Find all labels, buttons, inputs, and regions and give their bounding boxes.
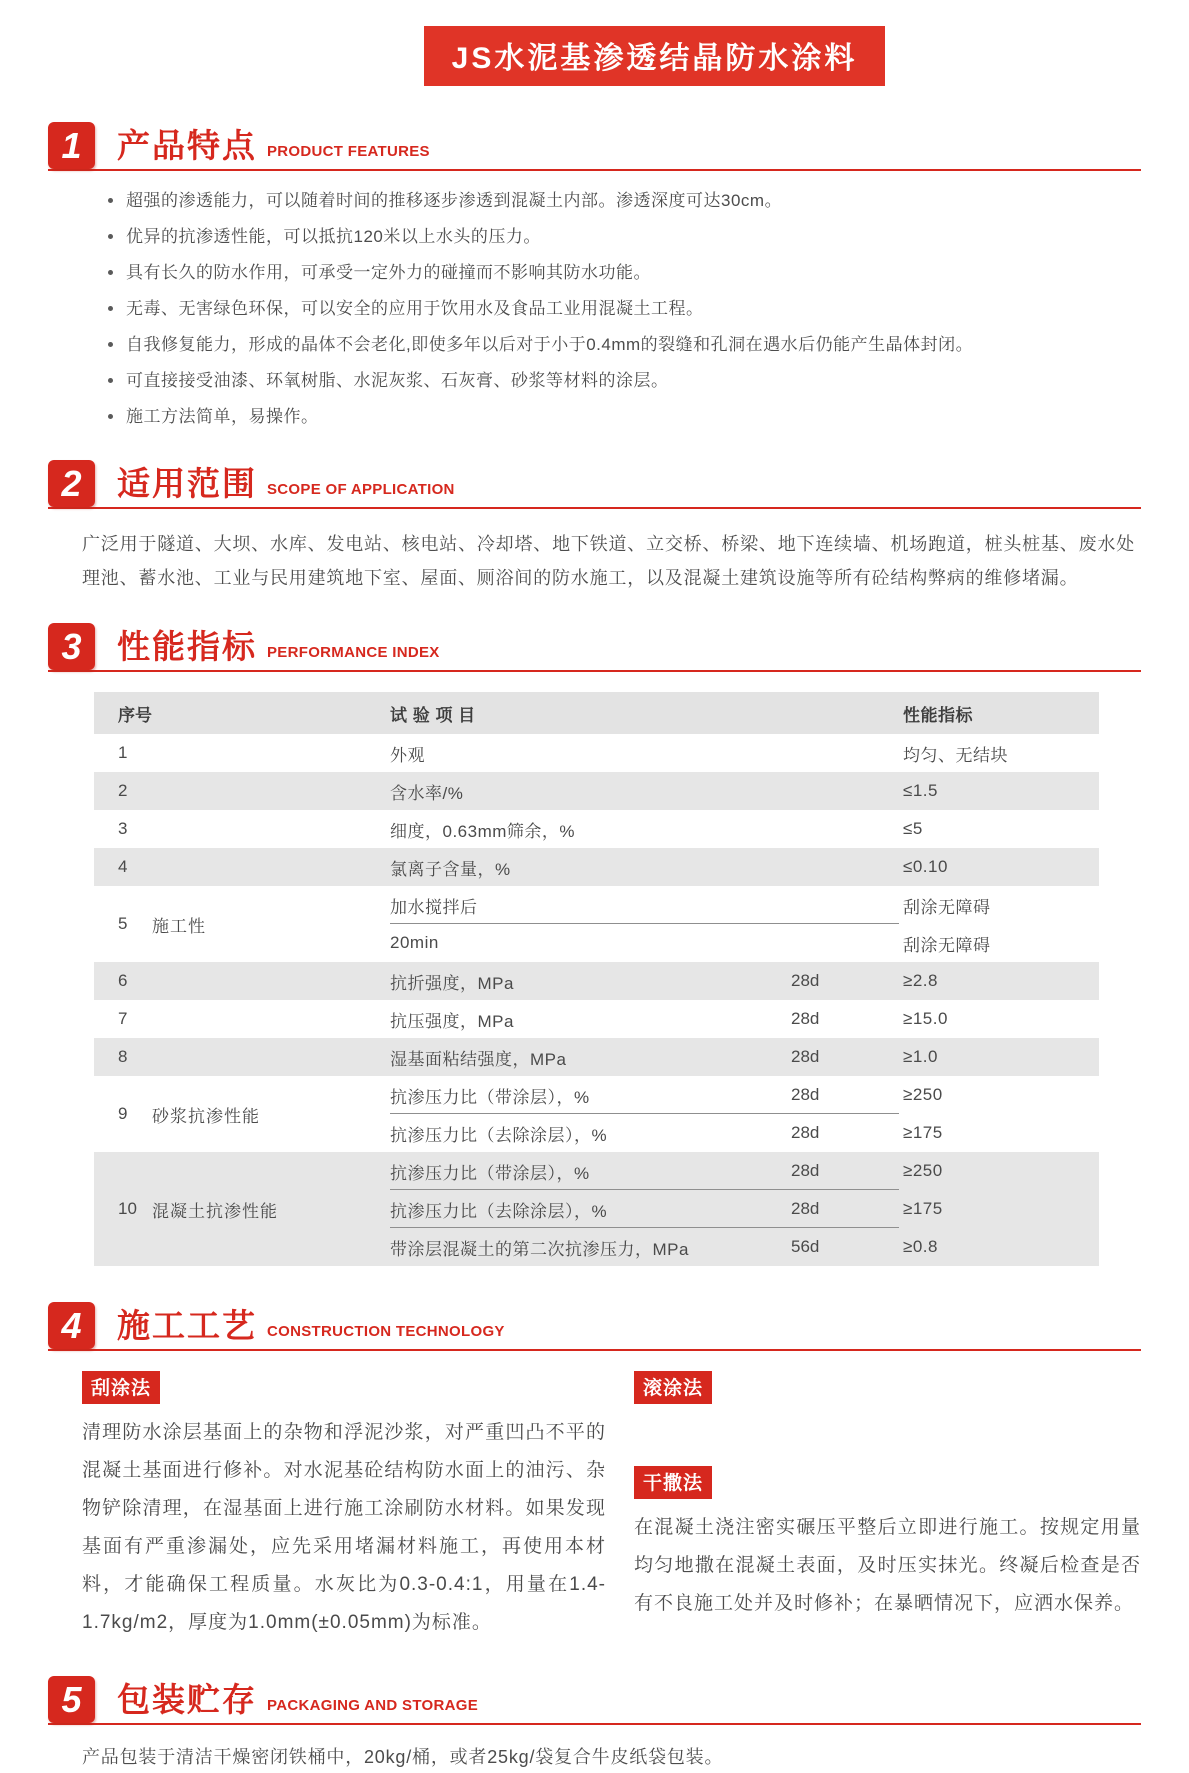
cell-index: ≥250 bbox=[903, 1161, 943, 1180]
cell-category bbox=[152, 1000, 390, 1038]
table-subrow bbox=[390, 692, 1099, 734]
section-number-badge: 3 bbox=[48, 623, 95, 670]
cell-subrows bbox=[390, 1076, 1099, 1152]
section-number-badge: 5 bbox=[48, 1676, 95, 1723]
feature-bullet: 自我修复能力，形成的晶体不会老化,即使多年以后对于小于0.4mm的裂缝和孔洞在遇水后仍能产生晶体封闭。 bbox=[106, 331, 1101, 358]
cell-test-item: 20min bbox=[390, 933, 439, 952]
cell-test-item: 带涂层混凝土的第二次抗渗压力，MPa bbox=[390, 1239, 689, 1259]
cell-age: 28d bbox=[791, 971, 820, 990]
cell-index: ≥15.0 bbox=[903, 1009, 948, 1028]
table-row bbox=[94, 886, 1099, 962]
cell-test-item: 抗压强度，MPa bbox=[390, 1011, 514, 1031]
cell-index: ≥175 bbox=[903, 1199, 943, 1218]
table-row bbox=[94, 1000, 1099, 1038]
section-header-scope bbox=[48, 460, 1141, 509]
construction-col-left bbox=[82, 1371, 606, 1642]
cell-category bbox=[152, 772, 390, 810]
cell-no: 序号 bbox=[118, 705, 152, 725]
cell-category bbox=[152, 734, 390, 772]
scope-paragraph: 广泛用于隧道、大坝、水库、发电站、核电站、冷却塔、地下铁道、立交桥、桥梁、地下连续墙、机场跑道，桩头桩基、废水处理池、蓄水池、工业与民用建筑地下室、屋面、厕浴间的防水施工，以及混凝土建筑设施等所有砼结构弊病的维修堵漏。 bbox=[82, 534, 1135, 588]
cell-subrows bbox=[390, 886, 1099, 962]
section-subtitle-en: CONSTRUCTION TECHNOLOGY bbox=[267, 1323, 505, 1340]
cell-no: 9 bbox=[118, 1104, 128, 1123]
cell-test-item: 加水搅拌后 bbox=[390, 897, 478, 917]
cell-test-item: 抗渗压力比（去除涂层），% bbox=[390, 1125, 608, 1145]
cell-no: 6 bbox=[118, 971, 128, 990]
table-subrow bbox=[390, 924, 1099, 962]
feature-bullet: 施工方法简单，易操作。 bbox=[106, 403, 1101, 430]
cell-test-item: 外观 bbox=[390, 745, 425, 765]
table-subrow bbox=[390, 772, 1099, 810]
cell-test-item: 含水率/% bbox=[390, 783, 464, 803]
table-row bbox=[94, 1038, 1099, 1076]
cell-index: ≤0.10 bbox=[903, 857, 948, 876]
section-header-features bbox=[48, 122, 1141, 171]
page-title: JS水泥基渗透结晶防水涂料 bbox=[424, 26, 886, 86]
section-subtitle-en: PRODUCT FEATURES bbox=[267, 143, 430, 160]
cell-subrows bbox=[390, 962, 1099, 1000]
cell-no: 3 bbox=[118, 819, 128, 838]
cell-subrows bbox=[390, 848, 1099, 886]
table-subrow bbox=[390, 1038, 1099, 1076]
cell-test-item: 抗折强度，MPa bbox=[390, 973, 514, 993]
cell-index: ≥250 bbox=[903, 1085, 943, 1104]
cell-age: 28d bbox=[791, 1047, 820, 1066]
cell-index: ≥175 bbox=[903, 1123, 943, 1142]
cell-category bbox=[152, 962, 390, 1000]
cell-subrows bbox=[390, 734, 1099, 772]
table-row bbox=[94, 848, 1099, 886]
packaging-paragraph: 产品包装于清洁干燥密闭铁桶中，20kg/桶，或者25kg/袋复合牛皮纸袋包装。 bbox=[82, 1747, 724, 1767]
feature-bullet: 具有长久的防水作用，可承受一定外力的碰撞而不影响其防水功能。 bbox=[106, 259, 1101, 286]
cell-index: ≥2.8 bbox=[903, 971, 938, 990]
section-subtitle-en: PACKAGING AND STORAGE bbox=[267, 1697, 479, 1714]
section-header-performance bbox=[48, 623, 1141, 672]
table-row bbox=[94, 810, 1099, 848]
section-subtitle-en: PERFORMANCE INDEX bbox=[267, 644, 440, 661]
table-subrow bbox=[390, 1076, 1099, 1114]
cell-no: 2 bbox=[118, 781, 128, 800]
cell-age: 28d bbox=[791, 1199, 820, 1218]
section-header-construction bbox=[48, 1302, 1141, 1351]
cell-no: 7 bbox=[118, 1009, 128, 1028]
table-row bbox=[94, 734, 1099, 772]
table-subrow bbox=[390, 1228, 1099, 1266]
section-title: 施工工艺 bbox=[117, 1307, 257, 1344]
section-header-packaging bbox=[48, 1676, 1141, 1725]
cell-index: 刮涂无障碍 bbox=[903, 897, 991, 917]
cell-no: 4 bbox=[118, 857, 128, 876]
cell-no: 8 bbox=[118, 1047, 128, 1066]
feature-bullet: 无毒、无害绿色环保，可以安全的应用于饮用水及食品工业用混凝土工程。 bbox=[106, 295, 1101, 322]
feature-bullet: 可直接接受油漆、环氧树脂、水泥灰浆、石灰膏、砂浆等材料的涂层。 bbox=[106, 367, 1101, 394]
cell-category bbox=[152, 810, 390, 848]
construction-col-right bbox=[634, 1371, 1141, 1642]
section-title: 适用范围 bbox=[117, 465, 257, 502]
method-text-scrape: 清理防水涂层基面上的杂物和浮泥沙浆，对严重凹凸不平的混凝土基面进行修补。对水泥基砼结构防水面上的油污、杂物铲除清理，在湿基面上进行施工涂刷防水材料。如果发现基面有严重渗漏处，应先采用堵漏材料施工，再使用本材料，才能确保工程质量。水灰比为0.3-0.4:1，用量在1.4-1.7kg/m2，厚度为1.0mm(±0.05mm)为标准。 bbox=[82, 1422, 606, 1633]
section-title: 包装贮存 bbox=[117, 1681, 257, 1718]
cell-test-item: 试 验 项 目 bbox=[390, 705, 476, 725]
cell-age: 28d bbox=[791, 1085, 820, 1104]
table-subrow bbox=[390, 848, 1099, 886]
cell-no: 5 bbox=[118, 914, 128, 933]
table-subrow bbox=[390, 734, 1099, 772]
table-subrow bbox=[390, 810, 1099, 848]
cell-index: 刮涂无障碍 bbox=[903, 935, 991, 955]
table-subrow bbox=[390, 962, 1099, 1000]
cell-test-item: 湿基面粘结强度，MPa bbox=[390, 1049, 567, 1069]
cell-index: ≥1.0 bbox=[903, 1047, 938, 1066]
spacer bbox=[634, 1414, 1141, 1466]
cell-index: ≤1.5 bbox=[903, 781, 938, 800]
cell-index: ≥0.8 bbox=[903, 1237, 938, 1256]
cell-category bbox=[152, 1038, 390, 1076]
table-row bbox=[94, 692, 1099, 734]
cell-test-item: 细度，0.63mm筛余，% bbox=[390, 821, 576, 841]
title-banner-row bbox=[48, 0, 1141, 86]
table-row bbox=[94, 962, 1099, 1000]
construction-columns bbox=[82, 1371, 1141, 1642]
cell-test-item: 抗渗压力比（带涂层），% bbox=[390, 1163, 590, 1183]
cell-test-item: 抗渗压力比（带涂层），% bbox=[390, 1087, 590, 1107]
cell-age: 28d bbox=[791, 1009, 820, 1028]
section-number-badge: 2 bbox=[48, 460, 95, 507]
section-title: 产品特点 bbox=[117, 127, 257, 164]
cell-category: 混凝土抗渗性能 bbox=[152, 1201, 278, 1221]
cell-index: ≤5 bbox=[903, 819, 923, 838]
feature-bullet: 优异的抗渗透性能，可以抵抗120米以上水头的压力。 bbox=[106, 223, 1101, 250]
table-row bbox=[94, 772, 1099, 810]
section-title: 性能指标 bbox=[117, 628, 257, 665]
cell-category: 施工性 bbox=[152, 916, 206, 936]
cell-subrows bbox=[390, 1038, 1099, 1076]
method-text-dry-sprinkle: 在混凝土浇注密实碾压平整后立即进行施工。按规定用量均匀地撒在混凝土表面，及时压实抹光。终凝后检查是否有不良施工处并及时修补；在暴晒情况下，应洒水保养。 bbox=[634, 1517, 1141, 1614]
cell-subrows bbox=[390, 1152, 1099, 1266]
cell-test-item: 抗渗压力比（去除涂层），% bbox=[390, 1201, 608, 1221]
table-subrow bbox=[390, 1152, 1099, 1190]
method-badge-dry-sprinkle: 干撒法 bbox=[634, 1466, 712, 1499]
performance-table bbox=[94, 692, 1099, 1266]
cell-test-item: 氯离子含量，% bbox=[390, 859, 511, 879]
table-subrow bbox=[390, 1190, 1099, 1228]
table-subrow bbox=[390, 1114, 1099, 1152]
cell-no: 1 bbox=[118, 743, 128, 762]
method-badge-roll: 滚涂法 bbox=[634, 1371, 712, 1404]
feature-bullet-list bbox=[106, 187, 1101, 430]
section-subtitle-en: SCOPE OF APPLICATION bbox=[267, 481, 455, 498]
cell-category: 砂浆抗渗性能 bbox=[152, 1106, 260, 1126]
cell-age: 28d bbox=[791, 1123, 820, 1142]
cell-age: 28d bbox=[791, 1161, 820, 1180]
cell-index: 性能指标 bbox=[903, 705, 973, 725]
cell-no: 10 bbox=[118, 1199, 137, 1218]
section-number-badge: 1 bbox=[48, 122, 95, 169]
cell-subrows bbox=[390, 1000, 1099, 1038]
table-row bbox=[94, 1152, 1099, 1266]
table-subrow bbox=[390, 886, 1099, 924]
cell-subrows bbox=[390, 692, 1099, 734]
method-badge-scrape: 刮涂法 bbox=[82, 1371, 160, 1404]
cell-index: 均匀、无结块 bbox=[903, 745, 1008, 765]
table-subrow bbox=[390, 1000, 1099, 1038]
cell-category bbox=[152, 848, 390, 886]
cell-age: 56d bbox=[791, 1237, 820, 1256]
feature-bullet: 超强的渗透能力，可以随着时间的推移逐步渗透到混凝土内部。渗透深度可达30cm。 bbox=[106, 187, 1101, 214]
cell-subrows bbox=[390, 810, 1099, 848]
cell-subrows bbox=[390, 772, 1099, 810]
table-row bbox=[94, 1076, 1099, 1152]
section-number-badge: 4 bbox=[48, 1302, 95, 1349]
cell-category bbox=[152, 692, 390, 734]
